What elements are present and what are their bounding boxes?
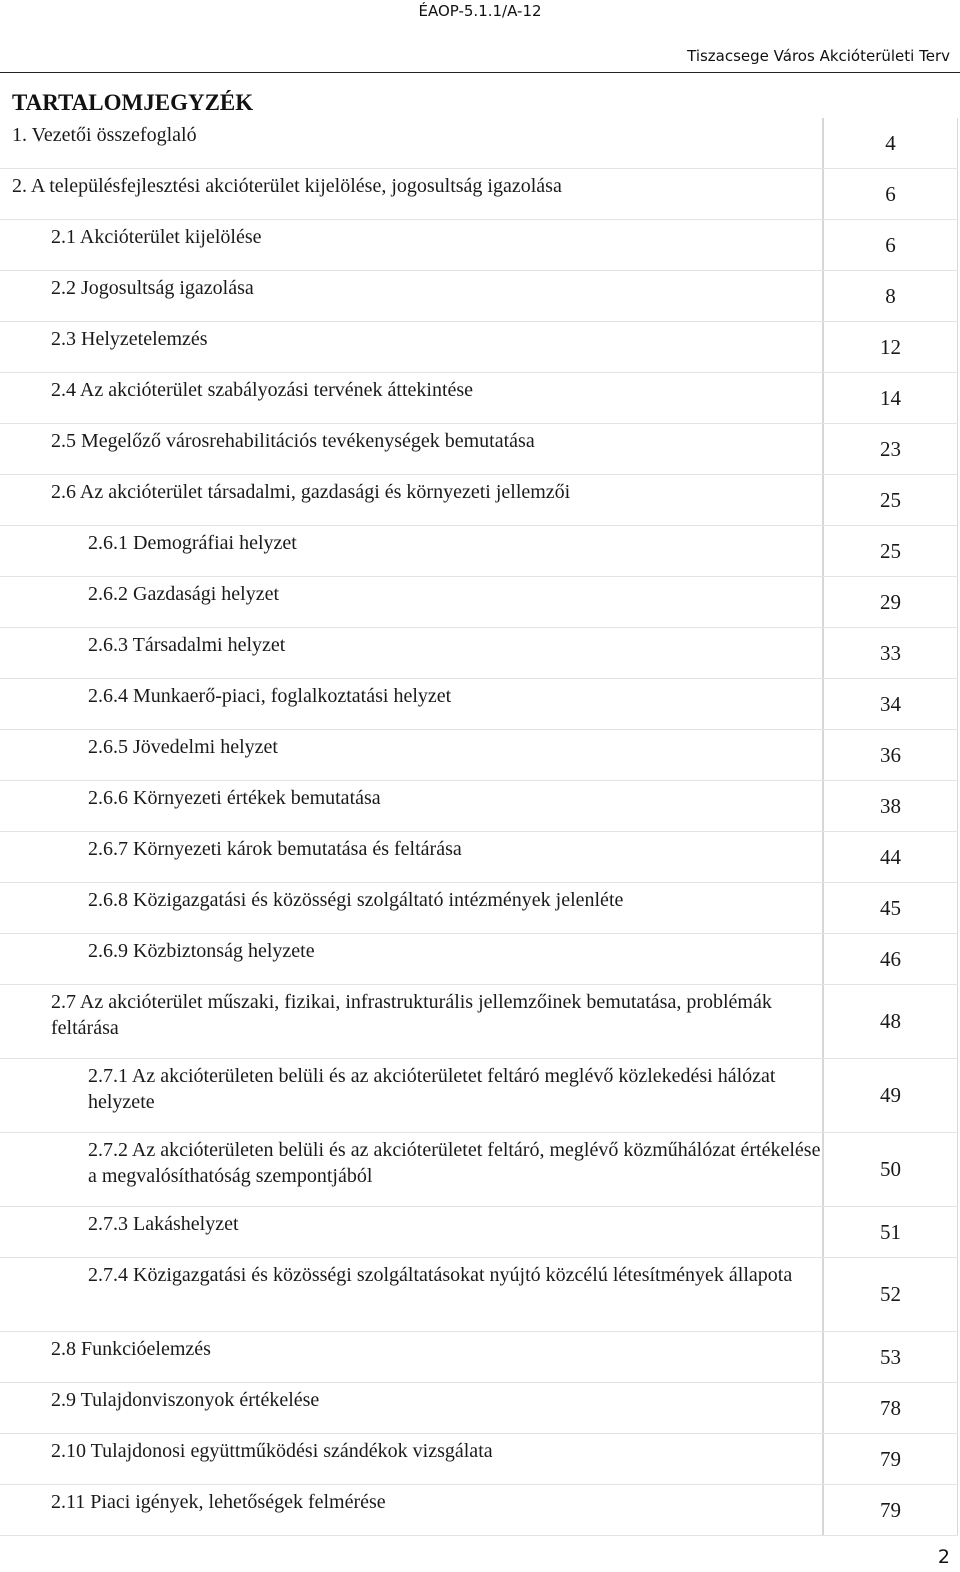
toc-row[interactable]: [0, 118, 958, 169]
toc-entry-page: 34: [824, 679, 958, 729]
toc-row[interactable]: [0, 424, 958, 475]
toc-entry-page: 25: [824, 475, 958, 525]
toc-entry-page: 25: [824, 526, 958, 576]
toc-row[interactable]: [0, 628, 958, 679]
toc-entry-title: 2.4 Az akcióterület szabályozási tervének áttekintése: [0, 373, 824, 423]
toc-row[interactable]: [0, 832, 958, 883]
toc-row[interactable]: [0, 526, 958, 577]
toc-entry-title: 2.6 Az akcióterület társadalmi, gazdasági és környezeti jellemzői: [0, 475, 824, 525]
toc-entry-title: 2.6.5 Jövedelmi helyzet: [0, 730, 824, 780]
toc-row[interactable]: [0, 475, 958, 526]
toc-row[interactable]: [0, 373, 958, 424]
toc-entry-title: 2.5 Megelőző városrehabilitációs tevékenységek bemutatása: [0, 424, 824, 474]
toc-entry-page: 6: [824, 169, 958, 219]
toc-row[interactable]: [0, 1059, 958, 1133]
toc-row[interactable]: [0, 1485, 958, 1536]
toc-entry-title: 2. A településfejlesztési akcióterület kijelölése, jogosultság igazolása: [0, 169, 824, 219]
toc-row[interactable]: [0, 220, 958, 271]
header-document-code: ÉAOP-5.1.1/A-12: [418, 2, 542, 20]
toc-entry-title: 2.8 Funkcióelemzés: [0, 1332, 824, 1382]
toc-entry-title: 2.9 Tulajdonviszonyok értékelése: [0, 1383, 824, 1433]
toc-row[interactable]: [0, 1258, 958, 1332]
toc-entry-title: 2.6.6 Környezeti értékek bemutatása: [0, 781, 824, 831]
toc-entry-page: 49: [824, 1059, 958, 1132]
toc-row[interactable]: [0, 1383, 958, 1434]
toc-entry-page: 46: [824, 934, 958, 984]
toc-entry-page: 79: [824, 1485, 958, 1535]
toc-entry-page: 50: [824, 1133, 958, 1206]
toc-entry-title: 2.7.2 Az akcióterületen belüli és az akcióterületet feltáró, meglévő közműhálózat értékelése a megvalósíthatóság szempontjából: [0, 1133, 824, 1206]
toc-entry-page: 14: [824, 373, 958, 423]
toc-entry-title: 2.7.4 Közigazgatási és közösségi szolgáltatásokat nyújtó közcélú létesítmények állapota: [0, 1258, 824, 1331]
toc-row[interactable]: [0, 1133, 958, 1207]
header-document-title: Tiszacsege Város Akcióterületi Terv: [687, 47, 950, 65]
toc-entry-title: 2.6.4 Munkaerő-piaci, foglalkoztatási helyzet: [0, 679, 824, 729]
toc-entry-title: 2.10 Tulajdonosi együttműködési szándékok vizsgálata: [0, 1434, 824, 1484]
toc-entry-page: 79: [824, 1434, 958, 1484]
toc-entry-page: 44: [824, 832, 958, 882]
toc-entry-title: 1. Vezetői összefoglaló: [0, 118, 824, 168]
toc-row[interactable]: [0, 934, 958, 985]
toc-entry-page: 51: [824, 1207, 958, 1257]
toc-entry-page: 12: [824, 322, 958, 372]
toc-entry-title: 2.6.7 Környezeti károk bemutatása és feltárása: [0, 832, 824, 882]
toc-row[interactable]: [0, 169, 958, 220]
toc-entry-title: 2.1 Akcióterület kijelölése: [0, 220, 824, 270]
toc-entry-title: 2.11 Piaci igények, lehetőségek felmérése: [0, 1485, 824, 1535]
toc-row[interactable]: [0, 577, 958, 628]
toc-entry-page: 29: [824, 577, 958, 627]
toc-entry-title: 2.2 Jogosultság igazolása: [0, 271, 824, 321]
toc-entry-page: 78: [824, 1383, 958, 1433]
page-number: 2: [937, 1546, 950, 1568]
toc-row[interactable]: [0, 730, 958, 781]
toc-entry-page: 4: [824, 118, 958, 168]
toc-table: [0, 118, 958, 1536]
toc-row[interactable]: [0, 679, 958, 730]
toc-row[interactable]: [0, 271, 958, 322]
header-divider: [0, 72, 960, 73]
toc-entry-page: 33: [824, 628, 958, 678]
toc-heading: TARTALOMJEGYZÉK: [12, 90, 254, 115]
toc-row[interactable]: [0, 883, 958, 934]
toc-entry-page: 53: [824, 1332, 958, 1382]
toc-entry-title: 2.6.9 Közbiztonság helyzete: [0, 934, 824, 984]
toc-entry-title: 2.7.1 Az akcióterületen belüli és az akcióterületet feltáró meglévő közlekedési hálózat helyzete: [0, 1059, 824, 1132]
toc-entry-title: 2.7 Az akcióterület műszaki, fizikai, infrastrukturális jellemzőinek bemutatása, problémák feltárása: [0, 985, 824, 1058]
toc-entry-page: 23: [824, 424, 958, 474]
toc-entry-title: 2.6.8 Közigazgatási és közösségi szolgáltató intézmények jelenléte: [0, 883, 824, 933]
toc-row[interactable]: [0, 781, 958, 832]
toc-row[interactable]: [0, 1332, 958, 1383]
toc-entry-page: 45: [824, 883, 958, 933]
toc-entry-title: 2.6.3 Társadalmi helyzet: [0, 628, 824, 678]
toc-entry-page: 48: [824, 985, 958, 1058]
toc-row[interactable]: [0, 985, 958, 1059]
toc-entry-page: 36: [824, 730, 958, 780]
toc-entry-title: 2.6.1 Demográfiai helyzet: [0, 526, 824, 576]
toc-row[interactable]: [0, 322, 958, 373]
toc-entry-page: 38: [824, 781, 958, 831]
toc-entry-title: 2.6.2 Gazdasági helyzet: [0, 577, 824, 627]
toc-entry-page: 52: [824, 1258, 958, 1331]
toc-entry-page: 8: [824, 271, 958, 321]
toc-row[interactable]: [0, 1434, 958, 1485]
toc-row[interactable]: [0, 1207, 958, 1258]
toc-entry-title: 2.3 Helyzetelemzés: [0, 322, 824, 372]
toc-entry-title: 2.7.3 Lakáshelyzet: [0, 1207, 824, 1257]
toc-entry-page: 6: [824, 220, 958, 270]
